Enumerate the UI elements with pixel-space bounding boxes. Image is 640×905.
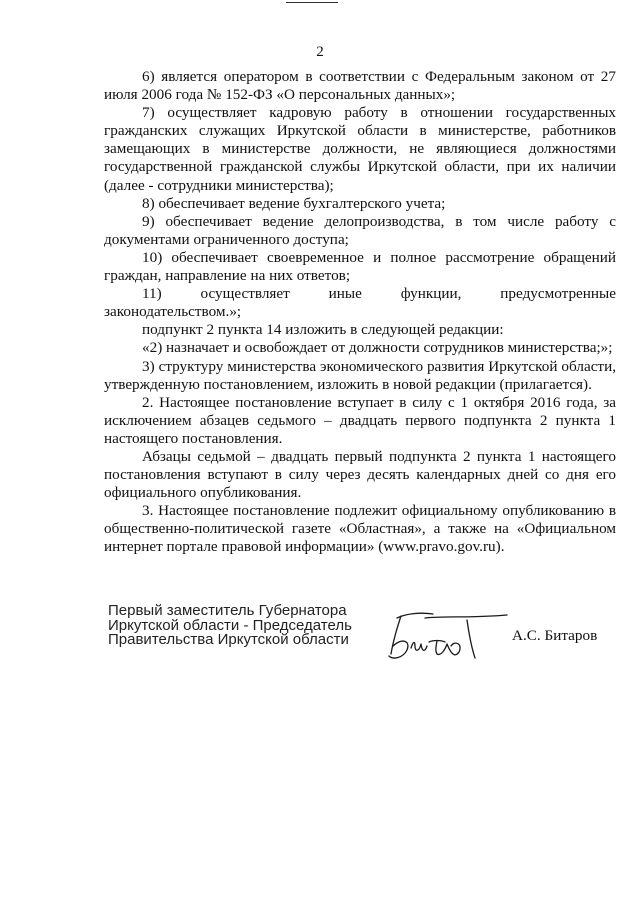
document-body bbox=[104, 68, 616, 557]
handwritten-signature bbox=[385, 606, 510, 666]
paragraph-item-6: 6) является оператором в соответствии с Федеральным законом от 27 июля 2006 года № 152-ФЗ «О персональных данных»; bbox=[104, 68, 616, 104]
signatory-position bbox=[108, 604, 352, 648]
signatory-position-line-2: Иркутской области - Председатель bbox=[108, 616, 352, 634]
paragraph-item-8: 8) обеспечивает ведение бухгалтерского учета; bbox=[142, 194, 446, 212]
paragraph-section-2: 2. Настоящее постановление вступает в силу с 1 октября 2016 года, за исключением абзацев седьмого – двадцать первого подпункта 2 пункта 1 настоящего постановления. bbox=[104, 393, 616, 447]
paragraph-structure: 3) структуру министерства экономического развития Иркутской области, утвержденную постановлением, изложить в новой редакции (прилагается). bbox=[104, 357, 616, 393]
paragraph-effective-date: Абзацы седьмой – двадцать первый подпункта 2 пункта 1 настоящего постановления вступают в силу через десять календарных дней со дня его официального опубликования. bbox=[104, 447, 616, 502]
paragraph-subitem-2: «2) назначает и освобождает от должности сотрудников министерства;»; bbox=[142, 339, 613, 357]
signatory-position-line-1: Первый заместитель Губернатора bbox=[108, 602, 347, 619]
page-number: 2 bbox=[316, 44, 324, 60]
paragraph-item-7: 7) осуществляет кадровую работу в отношении государственных гражданских служащих Иркутской области в министерстве, работников замещающих в министерстве должности, не являющиеся должностями государственной гражданской службы Иркутской области, при их наличии (далее - сотрудники министерства); bbox=[104, 104, 616, 194]
signer-name: А.С. Битаров bbox=[512, 627, 598, 644]
paragraph-item-9: 9) обеспечивает ведение делопроизводства, в том числе работу с документами ограниченного доступа; bbox=[104, 212, 616, 248]
paragraph-item-10: 10) обеспечивает своевременное и полное рассмотрение обращений граждан, направление на них ответов; bbox=[104, 248, 616, 285]
paragraph-subitem-intro: подпункт 2 пункта 14 изложить в следующей редакции: bbox=[142, 321, 504, 339]
signatory-position-line-3: Правительства Иркутской области bbox=[108, 631, 349, 648]
top-separator-line bbox=[286, 2, 338, 3]
paragraph-item-11: 11) осуществляет иные функции, предусмотренные законодательством.»; bbox=[104, 285, 616, 321]
paragraph-section-3: 3. Настоящее постановление подлежит официальному опубликованию в общественно-политической газете «Областная», а также на «Официальном интернет портале правовой информации» (www.pravo.gov.ru). bbox=[104, 502, 616, 556]
